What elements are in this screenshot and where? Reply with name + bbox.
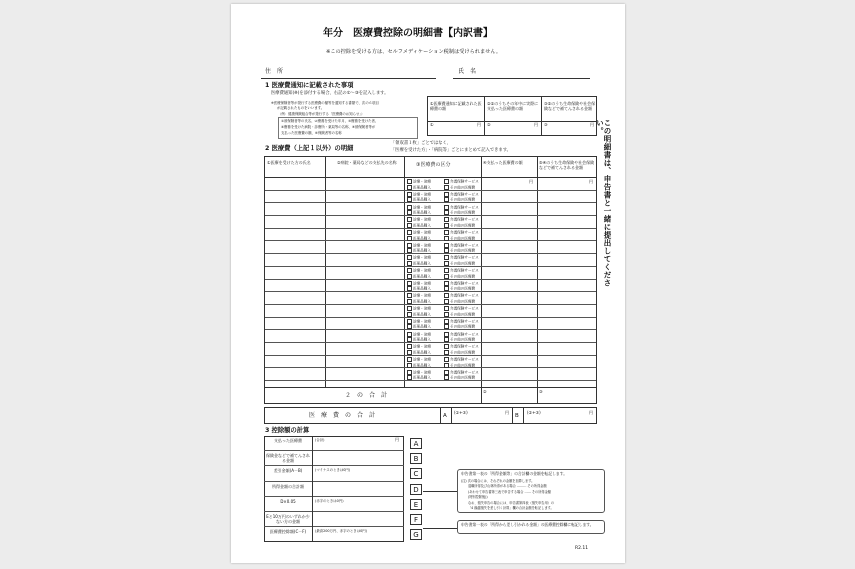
calc-row-label: D×0.05 [280,498,296,504]
calc-row-label: 所得金額の合計額 [272,483,304,489]
category-checkbox[interactable] [407,357,431,362]
category-checkbox[interactable] [407,197,431,202]
category-label: その他の医療費 [450,324,476,329]
checkbox-icon[interactable] [444,286,449,291]
checkbox-icon[interactable] [407,179,412,184]
category-label: その他の医療費 [450,363,476,368]
table-row[interactable] [265,356,596,369]
checkbox-icon[interactable] [407,312,412,317]
category-checkbox[interactable] [407,281,431,286]
checkbox-icon[interactable] [444,319,449,324]
note-d-line: (特別控除後)) [468,495,488,500]
total-a-formula: (①+③) [454,410,468,415]
category-checkbox[interactable] [407,210,431,215]
calc-row [264,451,404,466]
calc-letter-box: C [410,468,422,479]
category-checkbox[interactable] [444,205,479,210]
category-label: その他の医療費 [450,210,476,215]
section2-col-header: ③医療費の区分 [416,162,451,168]
checkbox-icon[interactable] [407,223,412,228]
category-checkbox[interactable] [407,363,431,368]
category-checkbox[interactable] [444,357,479,362]
table-row[interactable] [265,292,596,305]
category-label: 診療・治療 [413,306,431,311]
checkbox-icon[interactable] [444,248,449,253]
checkbox-icon[interactable] [407,230,412,235]
section1-note: ※医療保険者等が発行する医療費の額等を通知する書類で、次の６項目 [271,101,379,105]
section1-list-box [278,117,418,139]
checkbox-icon[interactable] [407,268,412,273]
table-row[interactable] [265,191,596,204]
calc-row-label: 差引金額(A－B) [273,468,303,474]
checkbox-icon[interactable] [444,306,449,311]
category-checkbox[interactable] [444,344,479,349]
calc-row-label: Eと10万円のいずれか少ない方の金額 [266,514,310,524]
yen-unit: 円 [529,179,533,184]
section1-list-item: 支払った医療費の額、⑥保険者等の名称 [281,131,342,135]
checkbox-icon[interactable] [444,210,449,215]
category-checkbox[interactable] [444,248,475,253]
checkbox-icon[interactable] [407,210,412,215]
category-checkbox[interactable] [444,350,475,355]
calc-row [264,482,404,497]
category-checkbox[interactable] [407,375,431,380]
category-label: 診療・治療 [413,357,431,362]
table-row[interactable] [265,267,596,280]
category-checkbox[interactable] [444,236,475,241]
checkbox-icon[interactable] [444,205,449,210]
note-d-line: 退職所得及び山林所得がある場合 ……… その所得金額 [468,484,547,489]
category-label: 介護保険サービス [450,344,479,349]
category-label: 介護保険サービス [450,332,479,337]
category-label: その他の医療費 [450,337,476,342]
category-checkbox[interactable] [407,236,431,241]
category-label: 診療・治療 [413,332,431,337]
category-checkbox[interactable] [444,261,475,266]
checkbox-icon[interactable] [444,370,449,375]
section1-instruction: 医療費通知(※)を添付する場合、右記の①～③を記入します。 [271,91,389,96]
section1-total-3[interactable]: ③ [544,122,548,127]
category-label: 医薬品購入 [413,363,431,368]
section1-list-item: ①被保険者等の氏名、②療養を受けた年月、③療養を受けた者、 [281,119,379,123]
category-label: 医薬品購入 [413,375,431,380]
checkbox-icon[interactable] [444,268,449,273]
side-note: この明細書は、申告書と一緒に提出してください。 [595,119,612,287]
category-label: 診療・治療 [413,344,431,349]
checkbox-icon[interactable] [444,281,449,286]
category-label: 医薬品購入 [413,350,431,355]
category-checkbox[interactable] [444,217,479,222]
category-label: 診療・治療 [413,268,431,273]
checkbox-icon[interactable] [407,281,412,286]
calc-letter-box: A [410,438,422,449]
calc-row [264,436,404,451]
category-label: 介護保険サービス [450,255,479,260]
category-label: 医薬品購入 [413,312,431,317]
category-label: その他の医療費 [450,286,476,291]
section1-col-header: ③②のうち生命保険や社会保険などで補てんされる金額 [544,101,596,111]
section2-col-header: ④支払った医療費の額 [483,160,523,165]
category-label: 医薬品購入 [413,324,431,329]
category-label: 介護保険サービス [450,179,479,184]
category-checkbox[interactable] [444,306,479,311]
form-sheet [231,4,625,563]
category-checkbox[interactable] [444,281,479,286]
category-label: 診療・治療 [413,230,431,235]
checkbox-icon[interactable] [407,375,412,380]
calc-row-label: 支払った医療費 [274,438,302,443]
address-label: 住 所 [265,68,284,75]
section1-col-header: ②①のうちその年中に実際に支払った医療費の額 [487,101,539,111]
yen-unit: 円 [590,122,594,127]
checkbox-icon[interactable] [407,197,412,202]
calc-row-label: 医療費控除額(C－F) [269,529,307,535]
address-line [261,78,436,79]
checkbox-icon[interactable] [407,205,412,210]
checkbox-icon[interactable] [444,261,449,266]
name-label: 氏 名 [458,68,477,75]
category-label: その他の医療費 [450,185,476,190]
category-label: 診療・治療 [413,192,431,197]
checkbox-icon[interactable] [407,274,412,279]
category-label: 介護保険サービス [450,357,479,362]
category-label: 介護保険サービス [450,306,479,311]
category-checkbox[interactable] [407,179,431,184]
calc-letter-box: E [410,499,422,510]
category-checkbox[interactable] [444,299,475,304]
category-label: 医薬品購入 [413,236,431,241]
category-checkbox[interactable] [444,337,475,342]
checkbox-icon[interactable] [444,312,449,317]
section2-col-header: ⑤④のうち生命保険や社会保険などで補てんされる金額 [539,160,595,170]
section2-sum-2[interactable]: ② [483,389,487,394]
calc-row-note: (赤字のときは0円) [315,498,344,503]
category-label: その他の医療費 [450,274,476,279]
section2-table [264,156,597,404]
section2-memo: 「領収書１枚」ごとではなく、 [391,141,452,146]
calc-row [264,527,404,542]
table-row[interactable] [265,330,596,343]
category-checkbox[interactable] [407,268,431,273]
note-d-line: 「4 繰越損失を差し引く計算」欄の合計金額を転記します。 [468,506,554,510]
category-checkbox[interactable] [407,306,431,311]
checkbox-icon[interactable] [444,350,449,355]
category-label: 診療・治療 [413,370,431,375]
yen-unit: 円 [534,122,538,127]
category-label: 介護保険サービス [450,205,479,210]
checkbox-icon[interactable] [444,344,449,349]
section2-sum-3[interactable]: ③ [539,389,543,394]
category-label: 診療・治療 [413,281,431,286]
yen-unit: 円 [589,410,593,415]
yen-unit: 円 [477,122,481,127]
category-checkbox[interactable] [444,255,479,260]
category-label: 医薬品購入 [413,261,431,266]
checkbox-icon[interactable] [407,293,412,298]
category-checkbox[interactable] [407,293,431,298]
checkbox-icon[interactable] [407,319,412,324]
checkbox-icon[interactable] [444,332,449,337]
section1-example: （例：健康保険組合等が発行する「医療費のお知らせ」） [278,112,365,116]
category-label: その他の医療費 [450,350,476,355]
table-row[interactable] [265,178,596,191]
total-letter-a: A [443,413,447,419]
category-checkbox[interactable] [407,223,431,228]
category-label: 医薬品購入 [413,286,431,291]
category-label: 介護保険サービス [450,293,479,298]
checkbox-icon[interactable] [444,223,449,228]
table-row[interactable] [265,343,596,356]
checkbox-icon[interactable] [444,357,449,362]
checkbox-icon[interactable] [444,230,449,235]
checkbox-icon[interactable] [407,344,412,349]
section2-col-header: ②病院・薬局などの支払先の名称 [337,160,397,165]
category-checkbox[interactable] [444,370,479,375]
category-checkbox[interactable] [407,319,431,324]
category-checkbox[interactable] [444,375,475,380]
category-checkbox[interactable] [444,363,475,368]
category-checkbox[interactable] [407,274,431,279]
calc-letter-box: G [410,529,422,540]
checkbox-icon[interactable] [444,236,449,241]
category-label: 介護保険サービス [450,192,479,197]
calc-row [264,497,404,512]
category-label: その他の医療費 [450,248,476,253]
category-checkbox[interactable] [444,324,475,329]
category-label: 介護保険サービス [450,230,479,235]
checkbox-icon[interactable] [407,255,412,260]
checkbox-icon[interactable] [407,370,412,375]
category-label: その他の医療費 [450,375,476,380]
category-checkbox[interactable] [444,312,475,317]
checkbox-icon[interactable] [407,217,412,222]
category-checkbox[interactable] [407,205,431,210]
checkbox-icon[interactable] [444,337,449,342]
checkbox-icon[interactable] [444,363,449,368]
checkbox-icon[interactable] [407,192,412,197]
category-checkbox[interactable] [407,344,431,349]
checkbox-icon[interactable] [407,286,412,291]
category-label: その他の医療費 [450,312,476,317]
checkbox-icon[interactable] [407,185,412,190]
category-checkbox[interactable] [407,217,431,222]
category-checkbox[interactable] [407,370,431,375]
category-checkbox[interactable] [444,185,475,190]
category-checkbox[interactable] [444,179,479,184]
table-row[interactable] [265,280,596,293]
calc-row-note: (合計) [315,438,325,442]
checkbox-icon[interactable] [444,192,449,197]
checkbox-icon[interactable] [407,306,412,311]
category-label: その他の医療費 [450,299,476,304]
note-d-line: なお、損失申告の場合には、申告書第四表（損失申告用）の [468,500,555,505]
category-label: 診療・治療 [413,179,431,184]
category-label: その他の医療費 [450,261,476,266]
category-label: 診療・治療 [413,243,431,248]
section2-memo: 「医療を受けた方」・「病院等」ごとにまとめて記入できます。 [391,148,511,153]
table-row[interactable] [265,318,596,331]
category-label: 介護保険サービス [450,217,479,222]
category-checkbox[interactable] [444,332,479,337]
category-checkbox[interactable] [407,248,431,253]
calc-letter-box: B [410,453,422,464]
checkbox-icon[interactable] [444,255,449,260]
note-d-line: (あわせて申告書第三表で申告する場合 …… その所得金額 [468,489,551,494]
checkbox-icon[interactable] [444,217,449,222]
category-checkbox[interactable] [407,350,431,355]
category-checkbox[interactable] [407,332,431,337]
section3-note-g [457,520,605,534]
note-d-line: (注) 次の場合には、それぞれの金額を加算します。 [461,479,535,483]
category-checkbox[interactable] [444,293,479,298]
category-checkbox[interactable] [407,261,431,266]
section1-total-2[interactable]: ② [487,122,491,127]
checkbox-icon[interactable] [407,350,412,355]
checkbox-icon[interactable] [407,357,412,362]
name-line [453,78,590,79]
checkbox-icon[interactable] [444,274,449,279]
category-checkbox[interactable] [444,223,475,228]
checkbox-icon[interactable] [407,261,412,266]
section1-col-header: ①医療費通知に記載された医療費の額 [430,101,482,111]
category-checkbox[interactable] [407,337,431,342]
section1-table [427,96,597,136]
checkbox-icon[interactable] [407,299,412,304]
category-checkbox[interactable] [444,243,479,248]
medical-total-label: 医 療 費 の 合 計 [309,412,376,419]
table-row[interactable] [265,369,596,382]
calc-row-note: (マイナスのときは0円) [315,468,351,473]
calc-row [264,512,404,527]
category-checkbox[interactable] [444,274,475,279]
category-checkbox[interactable] [407,312,431,317]
category-checkbox[interactable] [444,230,479,235]
calc-row-label: 保険金などで補てんされる金額 [266,453,310,464]
checkbox-icon[interactable] [407,337,412,342]
table-row[interactable] [265,254,596,267]
yen-unit: 円 [589,179,593,184]
category-label: 介護保険サービス [450,319,479,324]
section1-list-item: ④療養を受けた病院・診療所・薬局等の名称、⑤被保険者等が [281,125,376,129]
calc-row [264,466,404,481]
calc-letter-box: D [410,484,422,495]
category-checkbox[interactable] [444,319,479,324]
category-label: その他の医療費 [450,223,476,228]
category-label: 診療・治療 [413,255,431,260]
category-label: その他の医療費 [450,236,476,241]
yen-unit: 円 [395,437,399,442]
category-label: 診療・治療 [413,293,431,298]
section2-col-header: ①医療を受けた方の氏名 [267,160,311,165]
section2-heading: 2 医療費（上記１以外）の明細 [265,145,354,152]
checkbox-icon[interactable] [407,363,412,368]
table-row[interactable] [265,305,596,318]
category-checkbox[interactable] [444,192,479,197]
category-checkbox[interactable] [407,230,431,235]
category-checkbox[interactable] [407,243,431,248]
category-label: 診療・治療 [413,319,431,324]
section1-note: が記載されたものをいいます。 [277,106,325,110]
subtitle: ※この控除を受ける方は、セルフメディケーション税制は受けられません。 [326,49,502,55]
category-checkbox[interactable] [407,286,431,291]
category-label: 医薬品購入 [413,248,431,253]
section3-heading: 3 控除額の計算 [265,427,310,434]
note-d-title: 申告書第一表の「所得金額等」の合計欄の金額を転記します。 [461,471,568,476]
category-checkbox[interactable] [444,268,479,273]
category-checkbox[interactable] [444,210,475,215]
category-label: 診療・治療 [413,217,431,222]
category-label: 医薬品購入 [413,185,431,190]
section1-heading: 1 医療費通知に記載された事項 [265,82,354,89]
calc-letter-box: F [410,514,422,525]
checkbox-icon[interactable] [444,324,449,329]
section3-note-d [457,469,605,513]
form-code: R2.11 [575,546,589,551]
category-checkbox[interactable] [407,185,431,190]
medical-total-row [264,407,597,424]
category-checkbox[interactable] [407,324,431,329]
checkbox-icon[interactable] [444,299,449,304]
category-checkbox[interactable] [407,192,431,197]
category-checkbox[interactable] [444,197,475,202]
total-b-formula: (②+③) [527,410,541,415]
category-label: 介護保険サービス [450,370,479,375]
checkbox-icon[interactable] [444,375,449,380]
category-checkbox[interactable] [444,286,475,291]
checkbox-icon[interactable] [444,185,449,190]
category-label: その他の医療費 [450,197,476,202]
checkbox-icon[interactable] [444,293,449,298]
yen-unit: 円 [505,410,509,415]
checkbox-icon[interactable] [407,236,412,241]
section1-total-1[interactable]: ① [430,122,434,127]
note-g-text: 申告書第一表の「所得から差し引かれる金額」の医療費控除欄に転記します。 [461,522,594,527]
checkbox-icon[interactable] [407,243,412,248]
checkbox-icon[interactable] [407,248,412,253]
table-row[interactable] [265,242,596,255]
table-row[interactable] [265,229,596,242]
table-row[interactable] [265,203,596,216]
category-label: 医薬品購入 [413,274,431,279]
checkbox-icon[interactable] [407,324,412,329]
total-letter-b: B [515,413,519,419]
category-checkbox[interactable] [407,299,431,304]
checkbox-icon[interactable] [444,197,449,202]
category-label: 医薬品購入 [413,299,431,304]
category-label: 医薬品購入 [413,223,431,228]
page-title: 年分 医療費控除の明細書【内訳書】 [323,28,493,39]
checkbox-icon[interactable] [407,332,412,337]
calc-row-note: (最高200万円、赤字のときは0円) [315,529,367,534]
category-label: 介護保険サービス [450,268,479,273]
category-label: 介護保険サービス [450,243,479,248]
category-label: 医薬品購入 [413,197,431,202]
category-label: 診療・治療 [413,205,431,210]
table-row[interactable] [265,216,596,229]
category-checkbox[interactable] [407,255,431,260]
category-label: 介護保険サービス [450,281,479,286]
category-label: 医薬品購入 [413,210,431,215]
category-label: 医薬品購入 [413,337,431,342]
checkbox-icon[interactable] [444,243,449,248]
section2-sum-label: ２ の 合 計 [345,392,388,399]
checkbox-icon[interactable] [444,179,449,184]
